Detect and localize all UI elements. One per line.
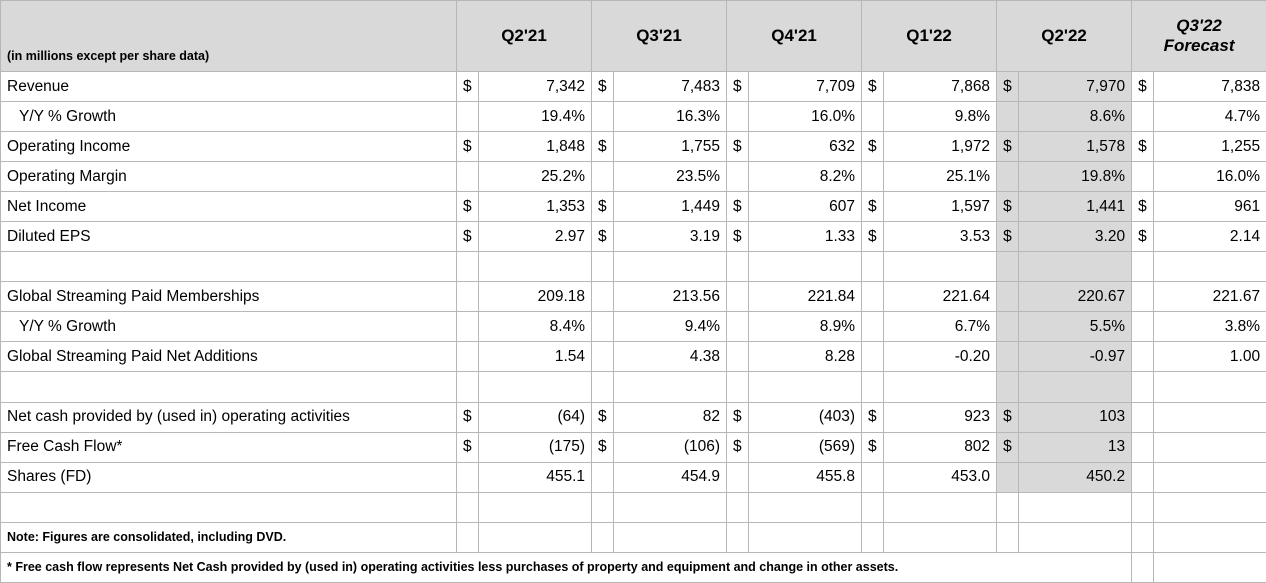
currency-symbol: $ (862, 432, 884, 462)
currency-blank (1132, 342, 1154, 372)
currency-blank (1132, 102, 1154, 132)
spacer-cell (749, 522, 862, 552)
column-header-q1-22: Q1'22 (862, 1, 997, 72)
currency-blank (727, 342, 749, 372)
cell-revenue-growth-q4-21: 16.0% (749, 102, 862, 132)
spacer-cell (479, 522, 592, 552)
currency-symbol: $ (997, 432, 1019, 462)
currency-symbol: $ (997, 72, 1019, 102)
spacer-cell (614, 252, 727, 282)
spacer-cell (1154, 552, 1266, 582)
cell-revenue-q1-22: 7,868 (884, 72, 997, 102)
cell-operating-income-q3-21: 1,755 (614, 132, 727, 162)
cell-memberships-growth-q3-22: 3.8% (1154, 312, 1266, 342)
forecast-header-line2: Forecast (1163, 36, 1235, 55)
spacer-cell (749, 372, 862, 402)
currency-blank (592, 312, 614, 342)
cell-net-additions-q3-21: 4.38 (614, 342, 727, 372)
cell-operating-cash-flow-q2-22: 103 (1019, 402, 1132, 432)
spacer-cell (614, 522, 727, 552)
spacer-cell (1132, 372, 1154, 402)
cell-net-income-q1-22: 1,597 (884, 192, 997, 222)
cell-shares-fd-q1-22: 453.0 (884, 462, 997, 492)
cell-revenue-growth-q3-21: 16.3% (614, 102, 727, 132)
cell-shares-fd-q3-21: 454.9 (614, 462, 727, 492)
spacer-cell (457, 372, 479, 402)
spacer-cell (1019, 492, 1132, 522)
spacer-row (1, 252, 1266, 282)
currency-blank (457, 162, 479, 192)
currency-symbol: $ (727, 432, 749, 462)
currency-blank (997, 312, 1019, 342)
cell-operating-income-q2-21: 1,848 (479, 132, 592, 162)
spacer-row (1, 492, 1266, 522)
cell-operating-margin-q3-21: 23.5% (614, 162, 727, 192)
spacer-cell (479, 372, 592, 402)
cell-paid-memberships-q3-22: 221.67 (1154, 282, 1266, 312)
currency-symbol: $ (1132, 192, 1154, 222)
spacer-cell (614, 492, 727, 522)
table-body (1, 72, 1266, 583)
cell-operating-margin-q3-22: 16.0% (1154, 162, 1266, 192)
row-label-operating-income: Operating Income (1, 132, 457, 162)
row-label-memberships-growth: Y/Y % Growth (1, 312, 457, 342)
table-row (1, 162, 1266, 192)
cell-paid-memberships-q1-22: 221.64 (884, 282, 997, 312)
currency-symbol: $ (862, 402, 884, 432)
note-consolidated: Note: Figures are consolidated, including DVD. (1, 522, 457, 552)
currency-blank (727, 282, 749, 312)
cell-operating-cash-flow-q3-21: 82 (614, 402, 727, 432)
currency-blank (1132, 162, 1154, 192)
cell-paid-memberships-q2-21: 209.18 (479, 282, 592, 312)
cell-revenue-q4-21: 7,709 (749, 72, 862, 102)
spacer-cell (727, 372, 749, 402)
currency-symbol: $ (862, 192, 884, 222)
currency-blank (457, 282, 479, 312)
currency-symbol: $ (457, 72, 479, 102)
cell-diluted-eps-q1-22: 3.53 (884, 222, 997, 252)
cell-net-income-q2-21: 1,353 (479, 192, 592, 222)
table-row (1, 282, 1266, 312)
table-row (1, 342, 1266, 372)
cell-operating-cash-flow-q2-21: (64) (479, 402, 592, 432)
table-row (1, 432, 1266, 462)
row-label-revenue: Revenue (1, 72, 457, 102)
cell-free-cash-flow-q1-22: 802 (884, 432, 997, 462)
currency-symbol: $ (862, 72, 884, 102)
currency-symbol: $ (592, 222, 614, 252)
currency-blank (592, 342, 614, 372)
cell-operating-income-q1-22: 1,972 (884, 132, 997, 162)
table-row (1, 192, 1266, 222)
cell-net-additions-q2-22: -0.97 (1019, 342, 1132, 372)
table-row (1, 312, 1266, 342)
spacer-row (1, 372, 1266, 402)
spacer-cell (614, 372, 727, 402)
spacer-cell (1019, 372, 1132, 402)
cell-shares-fd-q3-22 (1154, 462, 1266, 492)
currency-blank (457, 102, 479, 132)
cell-operating-margin-q2-21: 25.2% (479, 162, 592, 192)
cell-paid-memberships-q3-21: 213.56 (614, 282, 727, 312)
currency-blank (457, 342, 479, 372)
spacer-cell (479, 492, 592, 522)
currency-symbol: $ (457, 132, 479, 162)
currency-symbol: $ (592, 402, 614, 432)
cell-net-income-q4-21: 607 (749, 192, 862, 222)
currency-symbol: $ (727, 132, 749, 162)
spacer-cell (592, 252, 614, 282)
cell-net-additions-q2-21: 1.54 (479, 342, 592, 372)
table-header (1, 1, 1266, 72)
cell-diluted-eps-q4-21: 1.33 (749, 222, 862, 252)
row-label-operating-margin: Operating Margin (1, 162, 457, 192)
spacer-cell (884, 522, 997, 552)
currency-blank (997, 342, 1019, 372)
spacer-cell (1132, 522, 1154, 552)
currency-symbol: $ (592, 132, 614, 162)
cell-paid-memberships-q4-21: 221.84 (749, 282, 862, 312)
spacer-cell (862, 252, 884, 282)
spacer-cell (479, 252, 592, 282)
spacer-cell (749, 252, 862, 282)
column-header-q4-21: Q4'21 (727, 1, 862, 72)
currency-blank (862, 312, 884, 342)
currency-blank (1132, 432, 1154, 462)
table-row (1, 402, 1266, 432)
cell-shares-fd-q2-21: 455.1 (479, 462, 592, 492)
currency-blank (862, 282, 884, 312)
currency-symbol: $ (997, 222, 1019, 252)
spacer-cell (1, 492, 457, 522)
row-label-diluted-eps: Diluted EPS (1, 222, 457, 252)
note-row-consolidated (1, 522, 1266, 552)
cell-operating-margin-q2-22: 19.8% (1019, 162, 1132, 192)
spacer-cell (862, 492, 884, 522)
currency-symbol: $ (457, 222, 479, 252)
row-label-paid-memberships: Global Streaming Paid Memberships (1, 282, 457, 312)
spacer-cell (997, 522, 1019, 552)
currency-blank (1132, 402, 1154, 432)
cell-free-cash-flow-q3-21: (106) (614, 432, 727, 462)
spacer-cell (997, 252, 1019, 282)
currency-symbol: $ (457, 192, 479, 222)
cell-operating-income-q4-21: 632 (749, 132, 862, 162)
spacer-cell (1154, 372, 1266, 402)
cell-diluted-eps-q3-21: 3.19 (614, 222, 727, 252)
cell-operating-margin-q4-21: 8.2% (749, 162, 862, 192)
currency-symbol: $ (727, 402, 749, 432)
currency-blank (727, 462, 749, 492)
cell-revenue-q3-22: 7,838 (1154, 72, 1266, 102)
currency-blank (592, 162, 614, 192)
table-row (1, 102, 1266, 132)
cell-free-cash-flow-q2-21: (175) (479, 432, 592, 462)
currency-blank (727, 102, 749, 132)
spacer-cell (749, 492, 862, 522)
currency-symbol: $ (592, 432, 614, 462)
cell-net-income-q3-22: 961 (1154, 192, 1266, 222)
cell-diluted-eps-q3-22: 2.14 (1154, 222, 1266, 252)
cell-net-income-q2-22: 1,441 (1019, 192, 1132, 222)
cell-memberships-growth-q4-21: 8.9% (749, 312, 862, 342)
cell-operating-cash-flow-q1-22: 923 (884, 402, 997, 432)
currency-symbol: $ (862, 132, 884, 162)
cell-net-additions-q4-21: 8.28 (749, 342, 862, 372)
cell-free-cash-flow-q2-22: 13 (1019, 432, 1132, 462)
row-label-paid-net-additions: Global Streaming Paid Net Additions (1, 342, 457, 372)
currency-blank (997, 462, 1019, 492)
forecast-header-line1: Q3'22 (1176, 16, 1222, 36)
spacer-cell (884, 492, 997, 522)
currency-symbol: $ (457, 402, 479, 432)
cell-free-cash-flow-q3-22 (1154, 432, 1266, 462)
currency-blank (997, 162, 1019, 192)
table-row (1, 462, 1266, 492)
column-header-q2-21: Q2'21 (457, 1, 592, 72)
currency-blank (727, 312, 749, 342)
note-free-cash-flow: * Free cash flow represents Net Cash provided by (used in) operating activities less purchases of property and equipment and change in other assets. (1, 552, 1132, 582)
cell-operating-cash-flow-q4-21: (403) (749, 402, 862, 432)
currency-blank (1132, 282, 1154, 312)
cell-diluted-eps-q2-22: 3.20 (1019, 222, 1132, 252)
currency-blank (862, 462, 884, 492)
currency-blank (592, 102, 614, 132)
cell-operating-income-q2-22: 1,578 (1019, 132, 1132, 162)
cell-net-additions-q3-22: 1.00 (1154, 342, 1266, 372)
row-label-free-cash-flow: Free Cash Flow* (1, 432, 457, 462)
cell-free-cash-flow-q4-21: (569) (749, 432, 862, 462)
cell-memberships-growth-q2-22: 5.5% (1019, 312, 1132, 342)
column-header-label: (in millions except per share data) (1, 1, 457, 72)
currency-blank (457, 462, 479, 492)
currency-symbol: $ (997, 192, 1019, 222)
spacer-cell (1019, 522, 1132, 552)
currency-symbol: $ (727, 72, 749, 102)
cell-operating-cash-flow-q3-22 (1154, 402, 1266, 432)
table-row (1, 72, 1266, 102)
header-row (1, 1, 1266, 72)
cell-shares-fd-q4-21: 455.8 (749, 462, 862, 492)
currency-blank (457, 312, 479, 342)
spacer-cell (457, 492, 479, 522)
currency-symbol: $ (1132, 132, 1154, 162)
spacer-cell (884, 252, 997, 282)
cell-operating-income-q3-22: 1,255 (1154, 132, 1266, 162)
currency-symbol: $ (1132, 222, 1154, 252)
currency-blank (862, 102, 884, 132)
row-label-shares-fd: Shares (FD) (1, 462, 457, 492)
currency-symbol: $ (997, 132, 1019, 162)
cell-diluted-eps-q2-21: 2.97 (479, 222, 592, 252)
spacer-cell (592, 372, 614, 402)
spacer-cell (727, 522, 749, 552)
currency-symbol: $ (997, 402, 1019, 432)
spacer-cell (727, 252, 749, 282)
currency-symbol: $ (727, 222, 749, 252)
spacer-cell (1154, 492, 1266, 522)
currency-symbol: $ (592, 192, 614, 222)
spacer-cell (1132, 552, 1154, 582)
spacer-cell (592, 492, 614, 522)
spacer-cell (997, 372, 1019, 402)
spacer-cell (997, 492, 1019, 522)
spacer-cell (862, 522, 884, 552)
cell-shares-fd-q2-22: 450.2 (1019, 462, 1132, 492)
currency-symbol: $ (457, 432, 479, 462)
spacer-cell (884, 372, 997, 402)
row-label-operating-cash-flow: Net cash provided by (used in) operating activities (1, 402, 457, 432)
currency-symbol: $ (727, 192, 749, 222)
cell-net-income-q3-21: 1,449 (614, 192, 727, 222)
table-row (1, 132, 1266, 162)
currency-blank (997, 102, 1019, 132)
spacer-cell (862, 372, 884, 402)
cell-revenue-q2-22: 7,970 (1019, 72, 1132, 102)
cell-memberships-growth-q2-21: 8.4% (479, 312, 592, 342)
column-header-q3-21: Q3'21 (592, 1, 727, 72)
spacer-cell (1132, 492, 1154, 522)
row-label-net-income: Net Income (1, 192, 457, 222)
row-label-revenue-growth: Y/Y % Growth (1, 102, 457, 132)
spacer-cell (1132, 252, 1154, 282)
spacer-cell (1019, 252, 1132, 282)
currency-blank (1132, 462, 1154, 492)
note-row-free-cash-flow (1, 552, 1266, 582)
column-header-q2-22: Q2'22 (997, 1, 1132, 72)
column-header-q3-22-forecast (1132, 1, 1266, 72)
spacer-cell (457, 252, 479, 282)
cell-net-additions-q1-22: -0.20 (884, 342, 997, 372)
spacer-cell (592, 522, 614, 552)
currency-blank (592, 282, 614, 312)
currency-blank (997, 282, 1019, 312)
currency-blank (592, 462, 614, 492)
spacer-cell (727, 492, 749, 522)
cell-memberships-growth-q1-22: 6.7% (884, 312, 997, 342)
currency-blank (1132, 312, 1154, 342)
spacer-cell (1, 372, 457, 402)
cell-revenue-growth-q3-22: 4.7% (1154, 102, 1266, 132)
currency-symbol: $ (592, 72, 614, 102)
spacer-cell (1, 252, 457, 282)
currency-symbol: $ (862, 222, 884, 252)
cell-paid-memberships-q2-22: 220.67 (1019, 282, 1132, 312)
currency-blank (862, 342, 884, 372)
spacer-cell (1154, 522, 1266, 552)
spacer-cell (457, 522, 479, 552)
spacer-cell (1154, 252, 1266, 282)
table-row (1, 222, 1266, 252)
cell-revenue-growth-q1-22: 9.8% (884, 102, 997, 132)
currency-blank (862, 162, 884, 192)
cell-operating-margin-q1-22: 25.1% (884, 162, 997, 192)
cell-revenue-growth-q2-22: 8.6% (1019, 102, 1132, 132)
currency-blank (727, 162, 749, 192)
cell-memberships-growth-q3-21: 9.4% (614, 312, 727, 342)
currency-symbol: $ (1132, 72, 1154, 102)
cell-revenue-growth-q2-21: 19.4% (479, 102, 592, 132)
cell-revenue-q3-21: 7,483 (614, 72, 727, 102)
cell-revenue-q2-21: 7,342 (479, 72, 592, 102)
